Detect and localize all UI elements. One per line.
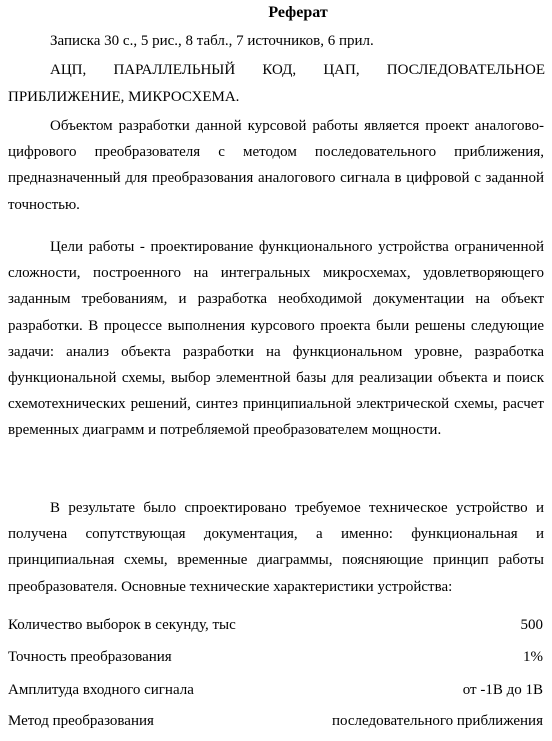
paragraph-results: В результате было спроектировано требуемое техническое устройство и получена сопутствующая документация, а именно: функциональная и принципиальная схемы, временные диаграммы, поясняющие принцип работы преобразователя. Основные технические характеристики устройства: (8, 500, 544, 595)
keyword: ЦАП, (323, 62, 360, 78)
keywords-line-continued: ПРИБЛИЖЕНИЕ, МИКРОСХЕМА. (8, 89, 240, 105)
spec-row (8, 682, 543, 704)
spec-label: Количество выборок в секунду, тыс (8, 617, 236, 633)
keyword: ПОСЛЕДОВАТЕЛЬНОЕ (386, 62, 545, 78)
spec-value: 500 (520, 617, 543, 633)
keyword: КОД, (262, 62, 297, 78)
spec-row (8, 649, 543, 671)
document-title: Реферат (268, 4, 328, 21)
spec-row (8, 617, 543, 639)
keyword: ПАРАЛЛЕЛЬНЫЙ (113, 62, 236, 78)
keyword: АЦП, (50, 62, 87, 78)
paragraph-goals: Цели работы - проектирование функционального устройства ограниченной сложности, построенного на интегральных микросхемах, удовлетворяющего заданным требованиям, и разработка необходимой документации на объект разработки. В процессе выполнения курсового проекта были решены следующие задачи: анализ объекта разработки на функциональном уровне, разработка функциональной схемы, выбор элементной базы для реализации объекта и поиск схемотехнических решений, синтез принципиальной электрической схемы, расчет временных диаграмм и потребляемой преобразователем мощности. (8, 239, 544, 439)
spec-value: 1% (523, 649, 543, 665)
spec-label: Точность преобразования (8, 649, 172, 665)
spec-row (8, 713, 543, 735)
spec-label: Амплитуда входного сигнала (8, 682, 194, 698)
spec-value: от -1В до 1В (462, 682, 543, 698)
keywords-line (50, 62, 545, 79)
spec-label: Метод преобразования (8, 713, 154, 729)
spec-value: последовательного приближения (332, 713, 543, 729)
document-meta: Записка 30 с., 5 рис., 8 табл., 7 источников, 6 прил. (50, 33, 374, 49)
paragraph-object: Объектом разработки данной курсовой работы является проект аналогово-цифрового преобразователя с методом последовательного приближения, предназначенный для преобразования аналогового сигнала в цифровой с заданной точностью. (8, 118, 544, 213)
